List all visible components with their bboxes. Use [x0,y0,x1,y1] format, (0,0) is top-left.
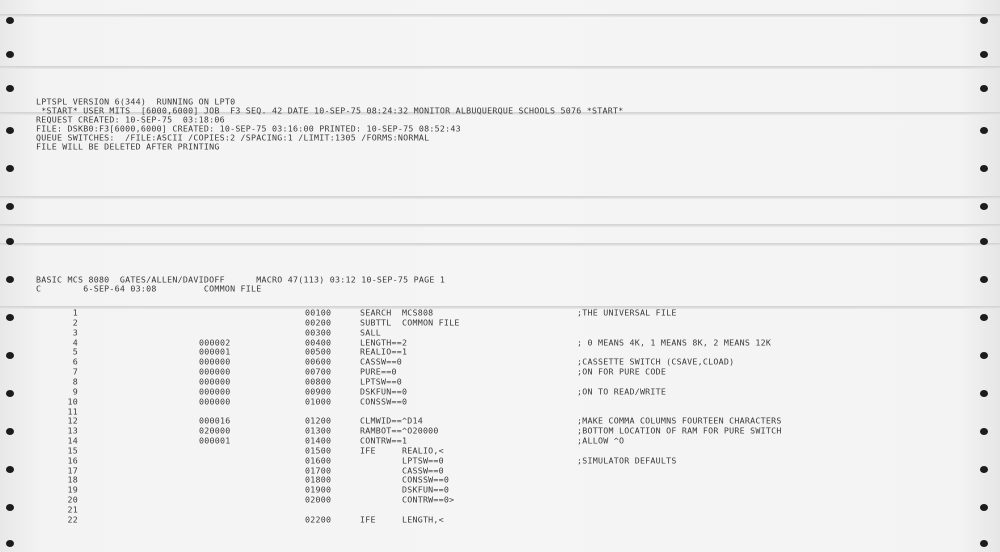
source-code: CONSSW==0 [360,475,450,485]
octal-value: 000000 [199,377,231,387]
source-code: CONTRW==1 [360,436,408,446]
sequence-number: 00600 [305,357,332,367]
octal-value: 000000 [199,396,231,406]
banner-line: *START* USER MITS [6000,6000] JOB F3 SEQ. 42 DATE 10-SEP-75 08:24:32 MONITOR ALBUQUERQUE SCHOOLS 5076 *START* [36,106,624,116]
source-code: REALIO==1 [360,347,408,357]
banner-line: FILE WILL BE DELETED AFTER PRINTING [36,142,220,152]
source-code: LPTSW==0 [360,377,402,387]
octal-value: 000000 [199,386,231,397]
sequence-number: 01700 [305,465,332,475]
source-code: CONSSW==0 [360,396,408,406]
source-comment: ; 0 MEANS 4K, 1 MEANS 8K, 2 MEANS 12K [577,337,772,347]
source-code: CASSW==0 [360,465,444,475]
octal-value: 000001 [199,347,231,357]
line-number: 7 [72,367,78,377]
sequence-number: 01200 [305,416,332,426]
source-code: SUBTTL COMMON FILE [360,317,460,328]
sequence-number: 00800 [305,377,332,387]
line-number: 8 [72,377,78,387]
line-number: 3 [72,327,78,337]
source-code: PURE==0 [360,367,397,377]
sequence-number: 02200 [305,514,332,525]
source-code: LPTSW==0 [360,455,444,466]
sequence-number: 01600 [305,455,332,466]
line-number: 13 [67,426,78,436]
source-comment: ;SIMULATOR DEFAULTS [577,455,677,466]
sequence-number: 01400 [305,436,332,446]
sequence-number: 01300 [305,426,332,436]
line-number: 10 [67,396,78,406]
sequence-number: 01800 [305,475,332,485]
source-comment: ;BOTTOM LOCATION OF RAM FOR PURE SWITCH [577,426,782,436]
source-code: CASSW==0 [360,357,402,367]
source-code: SALL [360,327,381,337]
source-code: DSKFUN==0 [360,386,408,397]
line-number: 15 [67,445,78,456]
sequence-number: 00400 [305,337,332,347]
sequence-number: 00500 [305,347,332,357]
banner-line: QUEUE SWITCHES: /FILE:ASCII /COPIES:2 /SPACING:1 /LIMIT:1305 /FORMS:NORMAL [36,133,430,143]
source-code: IFE LENGTH,< [360,514,444,525]
source-code: IFE REALIO,< [360,445,444,456]
banner-line: REQUEST CREATED: 10-SEP-75 03:18:06 [36,115,225,125]
sequence-number: 01000 [305,396,332,406]
line-number: 1 [72,308,78,318]
octal-value: 000000 [199,357,231,367]
line-number: 19 [67,485,78,495]
sequence-number: 01500 [305,445,332,456]
sequence-number: 00900 [305,386,332,397]
line-number: 22 [67,514,78,525]
source-comment: ;ON TO READ/WRITE [577,386,667,397]
line-number: 18 [67,475,78,485]
line-number: 17 [67,465,78,475]
sequence-number: 02000 [305,495,332,505]
banner-line: FILE: DSKB0:F3[6000,6000] CREATED: 10-SEP-75 03:16:00 PRINTED: 10-SEP-75 08:52:43 [36,124,461,134]
line-number: 9 [72,386,78,397]
sequence-number: 00200 [305,317,332,328]
banner-line: LPTSPL VERSION 6(344) RUNNING ON LPT0 [36,97,236,107]
octal-value: 000016 [199,416,231,426]
line-number: 16 [67,455,78,466]
octal-value: 000001 [199,436,231,446]
sequence-number: 00300 [305,327,332,337]
octal-value: 000000 [199,367,231,377]
octal-value: 020000 [199,426,231,436]
source-code: CONTRW==0> [360,495,455,505]
source-code: SEARCH MCS808 [360,308,434,318]
octal-value: 000002 [199,337,231,347]
sequence-number: 00700 [305,367,332,377]
source-comment: ;THE UNIVERSAL FILE [577,308,677,318]
page-title: BASIC MCS 8080 GATES/ALLEN/DAVIDOFF MACRO 47(113) 03:12 10-SEP-75 PAGE 1 [36,275,446,285]
line-number: 14 [67,436,78,446]
line-number: 6 [72,357,78,367]
sequence-number: 01900 [305,485,332,495]
source-code: DSKFUN==0 [360,485,450,495]
source-comment: ;CASSETTE SWITCH (CSAVE,CLOAD) [577,357,735,367]
sequence-number: 00100 [305,308,332,318]
source-comment: ;ON FOR PURE CODE [577,367,667,377]
line-number: 5 [72,347,78,357]
source-comment: ;MAKE COMMA COLUMNS FOURTEEN CHARACTERS [577,416,782,426]
source-code: RAMBOT==^O20000 [360,426,439,436]
line-number: 12 [67,416,78,426]
source-code: CLMWID==^D14 [360,416,423,426]
line-number: 11 [67,406,78,416]
line-number: 21 [67,505,78,515]
line-number: 4 [72,337,78,347]
line-number: 2 [72,317,78,328]
source-code: LENGTH==2 [360,337,408,347]
source-comment: ;ALLOW ^O [577,436,625,446]
line-number: 20 [67,495,78,505]
page-subtitle: C 6-SEP-64 03:08 COMMON FILE [36,284,262,294]
